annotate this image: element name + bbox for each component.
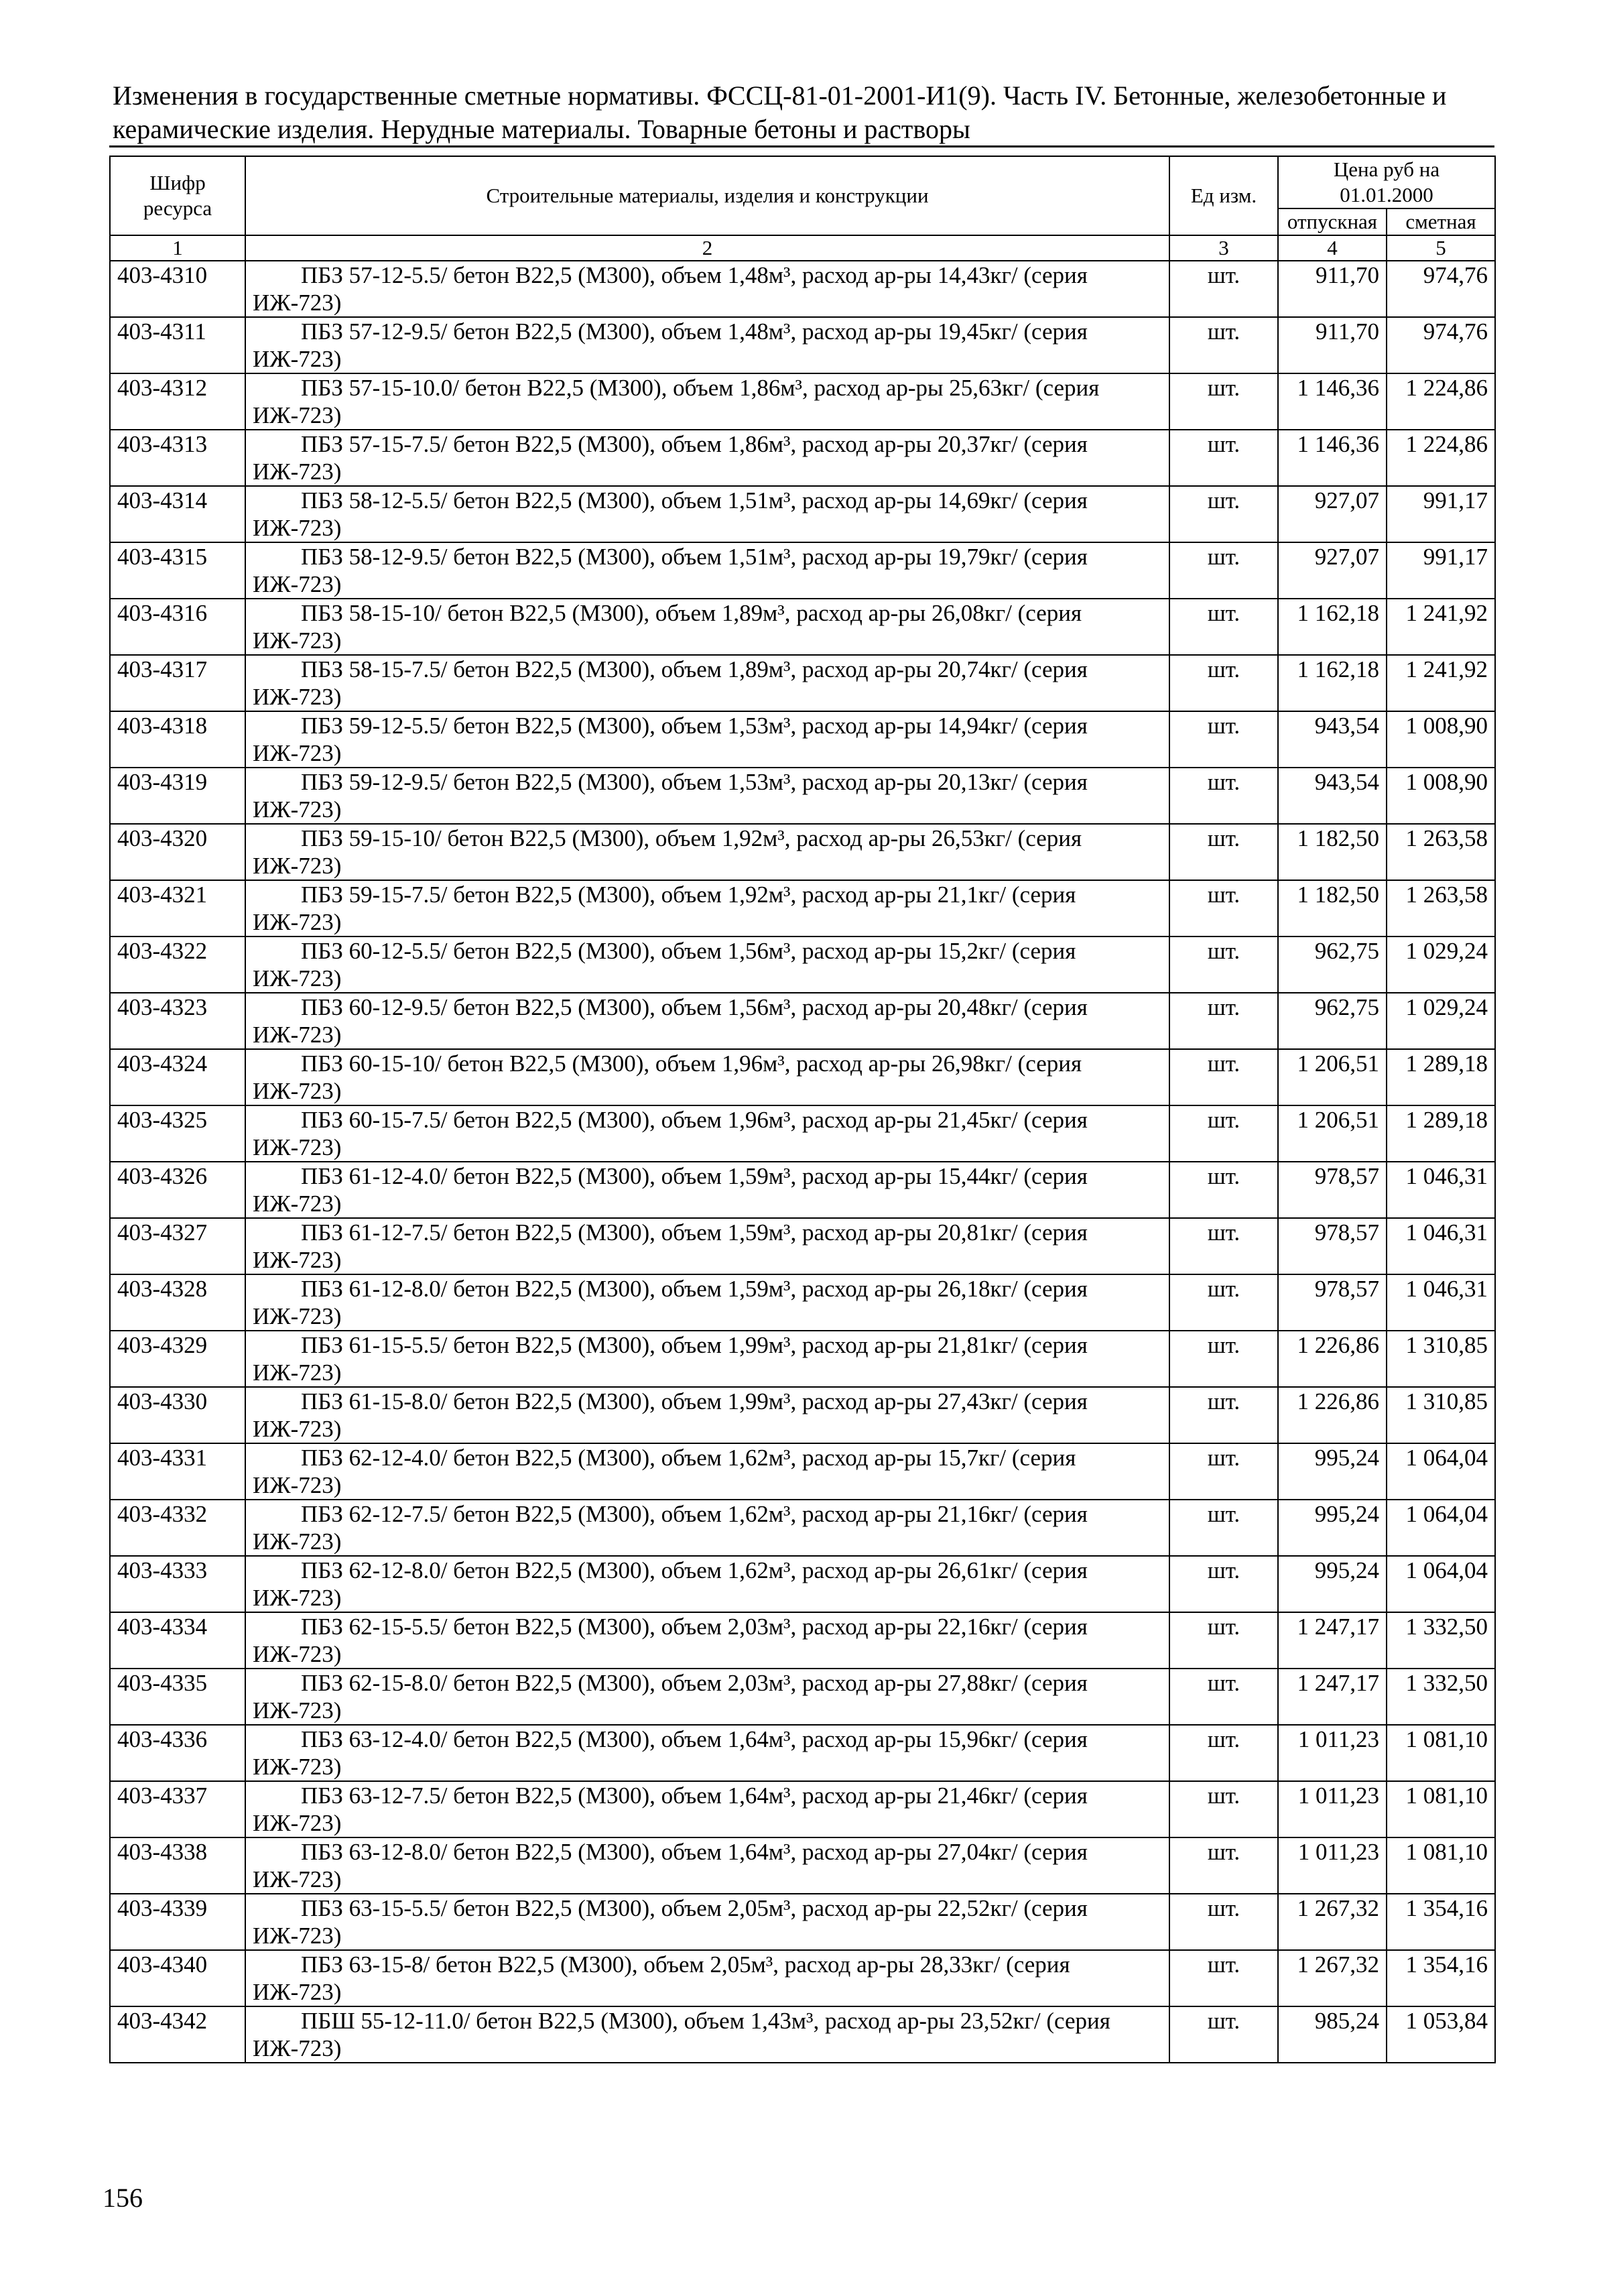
row-code: 403-4334 (110, 1612, 245, 1669)
table-row (110, 1837, 1495, 1894)
row-unit: шт. (1169, 1725, 1278, 1781)
row-price-estimate: 974,76 (1387, 317, 1495, 373)
row-code: 403-4313 (110, 430, 245, 486)
row-code: 403-4323 (110, 993, 245, 1049)
table-row (110, 1443, 1495, 1500)
column-number: 1 (110, 235, 245, 261)
row-name: ПБЗ 62-12-4.0/ бетон В22,5 (М300), объем 1,62м³, расход ар-ры 15,7кг/ (серия ИЖ-723) (245, 1443, 1169, 1500)
row-name: ПБЗ 59-15-7.5/ бетон В22,5 (М300), объем 1,92м³, расход ар-ры 21,1кг/ (серия ИЖ-723) (245, 880, 1169, 936)
row-price-estimate: 1 310,85 (1387, 1331, 1495, 1387)
header-title-line-2: керамические изделия. Нерудные материалы. Товарные бетоны и растворы (113, 114, 970, 144)
row-name: ПБЗ 61-12-7.5/ бетон В22,5 (М300), объем 1,59м³, расход ар-ры 20,81кг/ (серия ИЖ-723) (245, 1218, 1169, 1274)
row-price-estimate: 1 224,86 (1387, 373, 1495, 430)
row-name: ПБЗ 61-15-8.0/ бетон В22,5 (М300), объем 1,99м³, расход ар-ры 27,43кг/ (серия ИЖ-723) (245, 1387, 1169, 1443)
row-price-release: 1 267,32 (1278, 1894, 1387, 1950)
row-code: 403-4319 (110, 768, 245, 824)
table-row (110, 261, 1495, 317)
row-name: ПБЗ 58-12-5.5/ бетон В22,5 (М300), объем 1,51м³, расход ар-ры 14,69кг/ (серия ИЖ-723) (245, 486, 1169, 542)
row-unit: шт. (1169, 1950, 1278, 2006)
row-code: 403-4324 (110, 1049, 245, 1105)
row-price-release: 1 247,17 (1278, 1612, 1387, 1669)
column-number: 2 (245, 235, 1169, 261)
row-price-release: 1 182,50 (1278, 824, 1387, 880)
row-price-release: 943,54 (1278, 711, 1387, 768)
row-price-release: 1 182,50 (1278, 880, 1387, 936)
row-code: 403-4312 (110, 373, 245, 430)
row-price-release: 1 267,32 (1278, 1950, 1387, 2006)
row-price-estimate: 991,17 (1387, 486, 1495, 542)
header-rule (109, 145, 1494, 147)
row-price-release: 1 146,36 (1278, 430, 1387, 486)
row-unit: шт. (1169, 1218, 1278, 1274)
row-name: ПБЗ 60-15-10/ бетон В22,5 (М300), объем 1,96м³, расход ар-ры 26,98кг/ (серия ИЖ-723) (245, 1049, 1169, 1105)
table-row (110, 711, 1495, 768)
table-row (110, 1105, 1495, 1162)
table-row (110, 1669, 1495, 1725)
row-price-release: 985,24 (1278, 2006, 1387, 2063)
row-price-release: 995,24 (1278, 1500, 1387, 1556)
row-code: 403-4317 (110, 655, 245, 711)
table-row (110, 317, 1495, 373)
column-number: 4 (1278, 235, 1387, 261)
row-price-release: 1 011,23 (1278, 1781, 1387, 1837)
row-unit: шт. (1169, 486, 1278, 542)
row-price-estimate: 1 081,10 (1387, 1781, 1495, 1837)
row-price-estimate: 1 310,85 (1387, 1387, 1495, 1443)
row-unit: шт. (1169, 824, 1278, 880)
row-price-release: 1 247,17 (1278, 1669, 1387, 1725)
row-price-estimate: 1 081,10 (1387, 1837, 1495, 1894)
row-code: 403-4339 (110, 1894, 245, 1950)
row-code: 403-4330 (110, 1387, 245, 1443)
row-name: ПБЗ 62-12-8.0/ бетон В22,5 (М300), объем 1,62м³, расход ар-ры 26,61кг/ (серия ИЖ-723) (245, 1556, 1169, 1612)
table-row (110, 486, 1495, 542)
table-row (110, 1725, 1495, 1781)
row-name: ПБЗ 57-12-5.5/ бетон В22,5 (М300), объем 1,48м³, расход ар-ры 14,43кг/ (серия ИЖ-723) (245, 261, 1169, 317)
row-price-release: 995,24 (1278, 1443, 1387, 1500)
table-row (110, 936, 1495, 993)
table-row (110, 1387, 1495, 1443)
row-unit: шт. (1169, 711, 1278, 768)
table-row (110, 655, 1495, 711)
row-name: ПБЗ 60-15-7.5/ бетон В22,5 (М300), объем 1,96м³, расход ар-ры 21,45кг/ (серия ИЖ-723) (245, 1105, 1169, 1162)
page-header (113, 79, 1493, 146)
table-row (110, 1274, 1495, 1331)
table-body (110, 261, 1495, 2063)
row-unit: шт. (1169, 1556, 1278, 1612)
row-price-release: 978,57 (1278, 1274, 1387, 1331)
row-name: ПБЗ 58-12-9.5/ бетон В22,5 (М300), объем 1,51м³, расход ар-ры 19,79кг/ (серия ИЖ-723) (245, 542, 1169, 599)
table-row (110, 768, 1495, 824)
table-row (110, 373, 1495, 430)
row-name: ПБЗ 61-12-8.0/ бетон В22,5 (М300), объем 1,59м³, расход ар-ры 26,18кг/ (серия ИЖ-723) (245, 1274, 1169, 1331)
row-price-release: 995,24 (1278, 1556, 1387, 1612)
row-unit: шт. (1169, 1669, 1278, 1725)
row-unit: шт. (1169, 1612, 1278, 1669)
row-code: 403-4337 (110, 1781, 245, 1837)
row-price-release: 1 162,18 (1278, 599, 1387, 655)
row-price-release: 1 226,86 (1278, 1387, 1387, 1443)
row-price-estimate: 1 008,90 (1387, 768, 1495, 824)
row-unit: шт. (1169, 1387, 1278, 1443)
row-code: 403-4314 (110, 486, 245, 542)
row-unit: шт. (1169, 1837, 1278, 1894)
row-price-estimate: 991,17 (1387, 542, 1495, 599)
row-code: 403-4321 (110, 880, 245, 936)
row-unit: шт. (1169, 261, 1278, 317)
row-price-release: 1 206,51 (1278, 1049, 1387, 1105)
row-price-estimate: 1 053,84 (1387, 2006, 1495, 2063)
row-code: 403-4338 (110, 1837, 245, 1894)
row-unit: шт. (1169, 1105, 1278, 1162)
row-price-release: 978,57 (1278, 1162, 1387, 1218)
row-name: ПБЗ 60-12-9.5/ бетон В22,5 (М300), объем 1,56м³, расход ар-ры 20,48кг/ (серия ИЖ-723) (245, 993, 1169, 1049)
row-price-estimate: 1 064,04 (1387, 1556, 1495, 1612)
row-code: 403-4329 (110, 1331, 245, 1387)
row-price-release: 927,07 (1278, 542, 1387, 599)
row-code: 403-4335 (110, 1669, 245, 1725)
header-title-line-1: Изменения в государственные сметные нормативы. ФССЦ-81-01-2001-И1(9). Часть IV. Бетонные, железобетонные и (113, 80, 1447, 111)
table-row (110, 542, 1495, 599)
row-code: 403-4310 (110, 261, 245, 317)
table-row (110, 824, 1495, 880)
header-code: Шифр ресурса (110, 156, 245, 235)
row-unit: шт. (1169, 880, 1278, 936)
row-name: ПБЗ 63-12-8.0/ бетон В22,5 (М300), объем 1,64м³, расход ар-ры 27,04кг/ (серия ИЖ-723) (245, 1837, 1169, 1894)
row-unit: шт. (1169, 542, 1278, 599)
row-name: ПБЗ 57-15-7.5/ бетон В22,5 (М300), объем 1,86м³, расход ар-ры 20,37кг/ (серия ИЖ-723) (245, 430, 1169, 486)
table-row (110, 1556, 1495, 1612)
row-code: 403-4342 (110, 2006, 245, 2063)
table-row (110, 1500, 1495, 1556)
row-price-estimate: 974,76 (1387, 261, 1495, 317)
row-code: 403-4332 (110, 1500, 245, 1556)
table-row (110, 1331, 1495, 1387)
row-unit: шт. (1169, 1894, 1278, 1950)
row-unit: шт. (1169, 430, 1278, 486)
row-code: 403-4333 (110, 1556, 245, 1612)
row-price-release: 1 206,51 (1278, 1105, 1387, 1162)
header-price-group: Цена руб на 01.01.2000 (1278, 156, 1495, 208)
row-name: ПБЗ 63-15-5.5/ бетон В22,5 (М300), объем 2,05м³, расход ар-ры 22,52кг/ (серия ИЖ-723) (245, 1894, 1169, 1950)
row-price-estimate: 1 008,90 (1387, 711, 1495, 768)
header-name: Строительные материалы, изделия и конструкции (245, 156, 1169, 235)
row-code: 403-4318 (110, 711, 245, 768)
row-price-release: 962,75 (1278, 993, 1387, 1049)
row-unit: шт. (1169, 2006, 1278, 2063)
row-code: 403-4320 (110, 824, 245, 880)
table-row (110, 1612, 1495, 1669)
row-name: ПБЗ 57-15-10.0/ бетон В22,5 (М300), объем 1,86м³, расход ар-ры 25,63кг/ (серия ИЖ-723) (245, 373, 1169, 430)
row-price-estimate: 1 332,50 (1387, 1612, 1495, 1669)
table-row (110, 1049, 1495, 1105)
row-code: 403-4327 (110, 1218, 245, 1274)
row-price-release: 927,07 (1278, 486, 1387, 542)
row-unit: шт. (1169, 1049, 1278, 1105)
row-name: ПБЗ 62-15-8.0/ бетон В22,5 (М300), объем 2,03м³, расход ар-ры 27,88кг/ (серия ИЖ-723) (245, 1669, 1169, 1725)
row-unit: шт. (1169, 599, 1278, 655)
row-code: 403-4336 (110, 1725, 245, 1781)
row-name: ПБЗ 59-15-10/ бетон В22,5 (М300), объем 1,92м³, расход ар-ры 26,53кг/ (серия ИЖ-723) (245, 824, 1169, 880)
row-name: ПБЗ 61-12-4.0/ бетон В22,5 (М300), объем 1,59м³, расход ар-ры 15,44кг/ (серия ИЖ-723) (245, 1162, 1169, 1218)
row-price-estimate: 1 029,24 (1387, 993, 1495, 1049)
row-code: 403-4328 (110, 1274, 245, 1331)
row-code: 403-4315 (110, 542, 245, 599)
header-unit: Ед изм. (1169, 156, 1278, 235)
row-name: ПБЗ 58-15-10/ бетон В22,5 (М300), объем 1,89м³, расход ар-ры 26,08кг/ (серия ИЖ-723) (245, 599, 1169, 655)
row-price-release: 943,54 (1278, 768, 1387, 824)
row-price-estimate: 1 046,31 (1387, 1218, 1495, 1274)
row-price-estimate: 1 354,16 (1387, 1950, 1495, 2006)
table-row (110, 993, 1495, 1049)
table-row (110, 599, 1495, 655)
row-price-estimate: 1 081,10 (1387, 1725, 1495, 1781)
row-price-release: 911,70 (1278, 261, 1387, 317)
row-unit: шт. (1169, 1274, 1278, 1331)
row-unit: шт. (1169, 1331, 1278, 1387)
row-name: ПБЗ 62-15-5.5/ бетон В22,5 (М300), объем 2,03м³, расход ар-ры 22,16кг/ (серия ИЖ-723) (245, 1612, 1169, 1669)
row-price-estimate: 1 332,50 (1387, 1669, 1495, 1725)
row-name: ПБЗ 63-12-7.5/ бетон В22,5 (М300), объем 1,64м³, расход ар-ры 21,46кг/ (серия ИЖ-723) (245, 1781, 1169, 1837)
row-code: 403-4326 (110, 1162, 245, 1218)
row-price-estimate: 1 289,18 (1387, 1049, 1495, 1105)
table-row (110, 1218, 1495, 1274)
row-price-estimate: 1 241,92 (1387, 599, 1495, 655)
row-price-estimate: 1 289,18 (1387, 1105, 1495, 1162)
table-row (110, 2006, 1495, 2063)
row-price-estimate: 1 263,58 (1387, 824, 1495, 880)
row-name: ПБЗ 61-15-5.5/ бетон В22,5 (М300), объем 1,99м³, расход ар-ры 21,81кг/ (серия ИЖ-723) (245, 1331, 1169, 1387)
table-row (110, 430, 1495, 486)
row-code: 403-4340 (110, 1950, 245, 2006)
row-name: ПБЗ 63-12-4.0/ бетон В22,5 (М300), объем 1,64м³, расход ар-ры 15,96кг/ (серия ИЖ-723) (245, 1725, 1169, 1781)
column-number: 5 (1387, 235, 1495, 261)
row-unit: шт. (1169, 768, 1278, 824)
row-price-release: 1 162,18 (1278, 655, 1387, 711)
row-unit: шт. (1169, 373, 1278, 430)
header-price-release: отпускная (1278, 208, 1387, 235)
table-row (110, 880, 1495, 936)
row-price-estimate: 1 263,58 (1387, 880, 1495, 936)
row-price-estimate: 1 046,31 (1387, 1274, 1495, 1331)
header-price-estimate: сметная (1387, 208, 1495, 235)
row-name: ПБЗ 60-12-5.5/ бетон В22,5 (М300), объем 1,56м³, расход ар-ры 15,2кг/ (серия ИЖ-723) (245, 936, 1169, 993)
row-name: ПБЗ 58-15-7.5/ бетон В22,5 (М300), объем 1,89м³, расход ар-ры 20,74кг/ (серия ИЖ-723) (245, 655, 1169, 711)
row-price-estimate: 1 354,16 (1387, 1894, 1495, 1950)
row-price-estimate: 1 064,04 (1387, 1500, 1495, 1556)
row-price-release: 1 226,86 (1278, 1331, 1387, 1387)
row-code: 403-4322 (110, 936, 245, 993)
row-price-estimate: 1 029,24 (1387, 936, 1495, 993)
row-name: ПБЗ 57-12-9.5/ бетон В22,5 (М300), объем 1,48м³, расход ар-ры 19,45кг/ (серия ИЖ-723) (245, 317, 1169, 373)
row-code: 403-4311 (110, 317, 245, 373)
row-price-release: 1 011,23 (1278, 1725, 1387, 1781)
page-number: 156 (103, 2183, 143, 2213)
table-row (110, 1894, 1495, 1950)
table-row (110, 1950, 1495, 2006)
row-unit: шт. (1169, 1443, 1278, 1500)
row-unit: шт. (1169, 993, 1278, 1049)
row-price-estimate: 1 064,04 (1387, 1443, 1495, 1500)
row-unit: шт. (1169, 936, 1278, 993)
row-unit: шт. (1169, 1781, 1278, 1837)
row-unit: шт. (1169, 1162, 1278, 1218)
row-unit: шт. (1169, 1500, 1278, 1556)
row-price-estimate: 1 224,86 (1387, 430, 1495, 486)
row-price-release: 978,57 (1278, 1218, 1387, 1274)
row-code: 403-4316 (110, 599, 245, 655)
row-unit: шт. (1169, 317, 1278, 373)
row-price-estimate: 1 241,92 (1387, 655, 1495, 711)
row-price-release: 1 011,23 (1278, 1837, 1387, 1894)
row-code: 403-4325 (110, 1105, 245, 1162)
row-price-estimate: 1 046,31 (1387, 1162, 1495, 1218)
table-row (110, 1781, 1495, 1837)
row-price-release: 911,70 (1278, 317, 1387, 373)
column-number: 3 (1169, 235, 1278, 261)
row-name: ПБЗ 59-12-5.5/ бетон В22,5 (М300), объем 1,53м³, расход ар-ры 14,94кг/ (серия ИЖ-723) (245, 711, 1169, 768)
row-unit: шт. (1169, 655, 1278, 711)
table-row (110, 1162, 1495, 1218)
row-price-release: 962,75 (1278, 936, 1387, 993)
row-name: ПБШ 55-12-11.0/ бетон В22,5 (М300), объем 1,43м³, расход ар-ры 23,52кг/ (серия ИЖ-723) (245, 2006, 1169, 2063)
row-name: ПБЗ 62-12-7.5/ бетон В22,5 (М300), объем 1,62м³, расход ар-ры 21,16кг/ (серия ИЖ-723) (245, 1500, 1169, 1556)
row-code: 403-4331 (110, 1443, 245, 1500)
row-name: ПБЗ 63-15-8/ бетон В22,5 (М300), объем 2,05м³, расход ар-ры 28,33кг/ (серия ИЖ-723) (245, 1950, 1169, 2006)
row-price-release: 1 146,36 (1278, 373, 1387, 430)
resource-price-table (109, 156, 1496, 2063)
row-name: ПБЗ 59-12-9.5/ бетон В22,5 (М300), объем 1,53м³, расход ар-ры 20,13кг/ (серия ИЖ-723) (245, 768, 1169, 824)
